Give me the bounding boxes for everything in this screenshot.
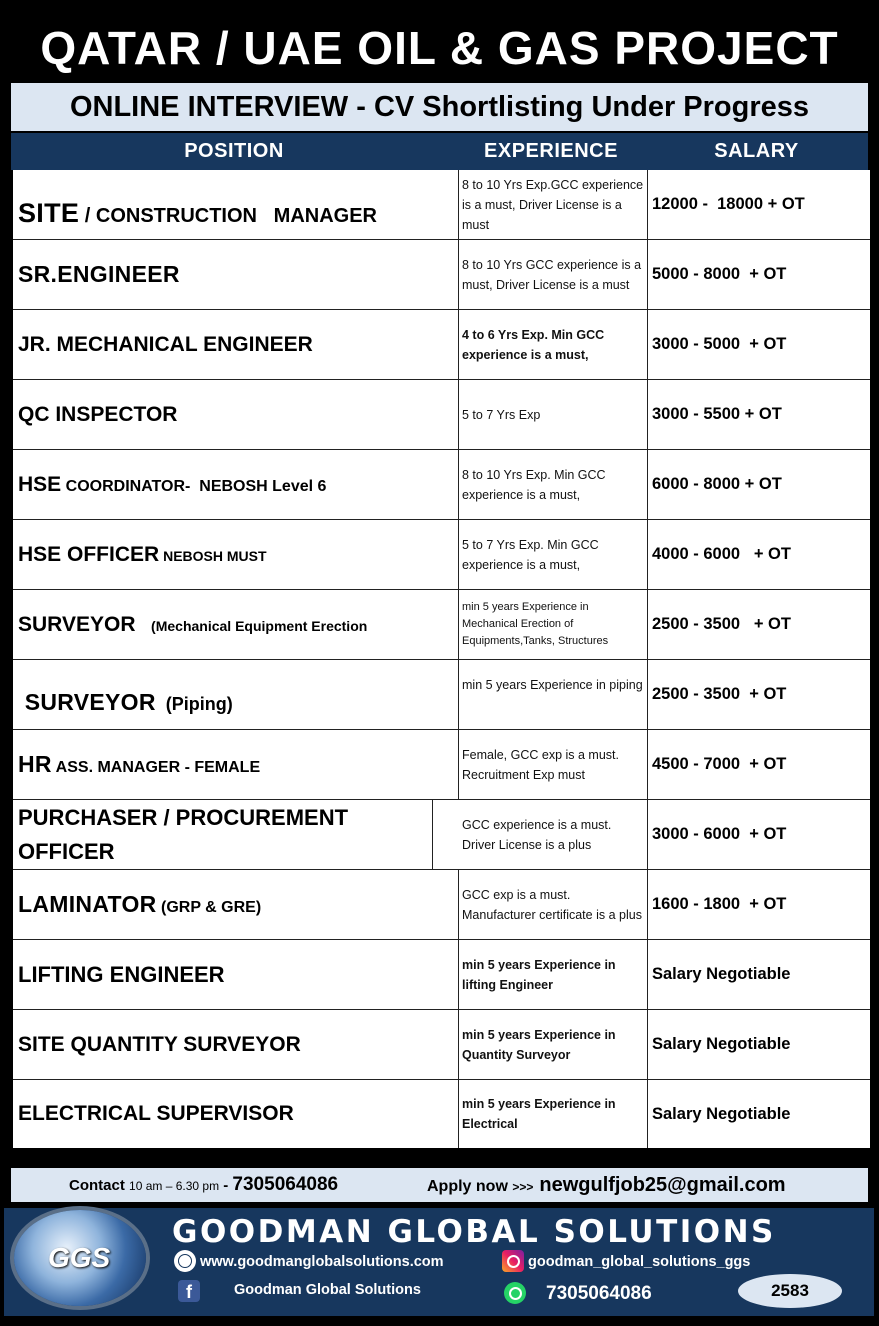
table-row (13, 450, 870, 520)
position-cell (13, 590, 459, 659)
salary-cell: Salary Negotiable (652, 965, 791, 983)
facebook-icon: f (178, 1280, 200, 1302)
whatsapp-number[interactable]: 7305064086 (546, 1283, 652, 1304)
position-title: SURVEYOR (18, 689, 156, 715)
poster-subtitle: ONLINE INTERVIEW - CV Shortlisting Under Progress (11, 83, 868, 131)
position-title: LIFTING ENGINEER (18, 961, 225, 987)
position-cell (13, 940, 459, 1009)
logo-text: GGS (48, 1242, 111, 1273)
table-row (13, 940, 870, 1010)
experience-cell: min 5 years Experience in Quantity Surveyor (459, 1010, 648, 1079)
poster-title: QATAR / UAE OIL & GAS PROJECT (40, 22, 839, 74)
experience-cell: GCC exp is a must. Manufacturer certificate is a plus (459, 870, 648, 939)
apply-arrow: >>> (512, 1180, 534, 1194)
position-cell (13, 800, 433, 869)
experience-cell: 8 to 10 Yrs Exp. Min GCC experience is a must, (459, 450, 648, 519)
position-cell (13, 520, 459, 589)
instagram-icon (502, 1250, 524, 1272)
table-row (13, 240, 870, 310)
experience-cell: min 5 years Experience in Electrical (459, 1080, 648, 1148)
globe-icon (174, 1250, 196, 1272)
salary-cell: 2500 - 3500 + OT (652, 685, 787, 703)
salary-cell: 2500 - 3500 + OT (652, 615, 791, 633)
apply-email-link[interactable]: newgulfjob25@gmail.com (539, 1174, 786, 1196)
website-link[interactable]: www.goodmanglobalsolutions.com (200, 1254, 444, 1270)
position-title: HSE OFFICER (18, 542, 160, 566)
apply-info (427, 1168, 786, 1204)
company-footer (4, 1208, 874, 1316)
table-row (13, 1080, 870, 1148)
experience-cell: 5 to 7 Yrs Exp. Min GCC experience is a must, (459, 520, 648, 589)
id-badge: 2583 (738, 1274, 842, 1308)
salary-cell: 5000 - 8000 + OT (652, 265, 787, 283)
position-title: JR. MECHANICAL ENGINEER (18, 332, 313, 356)
position-subtitle: COORDINATOR- NEBOSH Level 6 (61, 477, 327, 495)
position-cell (13, 170, 459, 239)
company-name: GOODMAN GLOBAL SOLUTIONS (172, 1214, 776, 1250)
header-experience: EXPERIENCE (484, 140, 618, 162)
contact-label: Contact (69, 1177, 125, 1194)
experience-cell: min 5 years Experience in Mechanical Erection of Equipments,Tanks, Structures (459, 590, 648, 659)
contact-hours: 10 am – 6.30 pm (129, 1179, 220, 1193)
table-row (13, 730, 870, 800)
contact-phone[interactable]: 7305064086 (232, 1174, 339, 1195)
header-position: POSITION (184, 140, 284, 162)
table-row (13, 660, 870, 730)
position-title: SITE (18, 198, 80, 228)
salary-cell: 3000 - 5500 + OT (652, 405, 782, 423)
position-subtitle: (Mechanical Equipment Erection (135, 617, 368, 634)
position-title: LAMINATOR (18, 891, 157, 917)
header-salary: SALARY (714, 140, 799, 162)
experience-cell: 5 to 7 Yrs Exp (459, 380, 648, 449)
position-cell (13, 1080, 459, 1148)
table-row (13, 1010, 870, 1080)
experience-cell: GCC experience is a must. Driver License is a plus (459, 800, 648, 869)
salary-cell: 4000 - 6000 + OT (652, 545, 791, 563)
salary-cell: 12000 - 18000 + OT (652, 195, 805, 213)
experience-cell: min 5 years Experience in piping (459, 660, 648, 729)
position-title: SURVEYOR (18, 612, 136, 636)
table-row (13, 800, 870, 870)
salary-cell: 3000 - 5000 + OT (652, 335, 787, 353)
salary-cell: 4500 - 7000 + OT (652, 755, 787, 773)
position-title: QC INSPECTOR (18, 402, 178, 426)
contact-dash: - (219, 1177, 233, 1194)
position-cell (13, 730, 459, 799)
salary-cell: 1600 - 1800 + OT (652, 895, 787, 913)
position-cell (13, 380, 459, 449)
position-title: HSE (18, 472, 62, 496)
position-cell (13, 450, 459, 519)
table-row (13, 170, 870, 240)
contact-bar (11, 1168, 868, 1202)
salary-cell: Salary Negotiable (652, 1035, 791, 1053)
position-subtitle: (GRP & GRE) (156, 899, 262, 916)
position-subtitle: ASS. MANAGER - FEMALE (51, 759, 261, 776)
experience-cell: 4 to 6 Yrs Exp. Min GCC experience is a must, (459, 310, 648, 379)
position-title: HR (18, 751, 52, 777)
position-cell (13, 870, 459, 939)
position-title: PURCHASER / PROCUREMENT OFFICER (18, 804, 349, 864)
position-subtitle: / CONSTRUCTION MANAGER (79, 205, 377, 227)
instagram-link[interactable]: goodman_global_solutions_ggs (528, 1254, 751, 1270)
salary-cell: Salary Negotiable (652, 1104, 791, 1123)
table-row (13, 590, 870, 660)
apply-label: Apply now (427, 1178, 508, 1195)
position-title: SITE QUANTITY SURVEYOR (18, 1032, 301, 1056)
facebook-link[interactable]: Goodman Global Solutions (234, 1282, 421, 1298)
jobs-table (11, 170, 870, 1148)
position-title: ELECTRICAL SUPERVISOR (18, 1102, 294, 1125)
whatsapp-icon (504, 1282, 526, 1304)
table-row (13, 310, 870, 380)
experience-cell: Female, GCC exp is a must. Recruitment Exp must (459, 730, 648, 799)
table-row (13, 870, 870, 940)
position-cell (13, 1010, 459, 1079)
table-header-row (11, 133, 868, 170)
experience-cell: 8 to 10 Yrs Exp.GCC experience is a must, Driver License is a must (459, 170, 648, 239)
table-row (13, 380, 870, 450)
salary-cell: 6000 - 8000 + OT (652, 475, 782, 493)
table-row (13, 520, 870, 590)
contact-info (69, 1168, 338, 1203)
position-cell (13, 660, 459, 729)
experience-cell: min 5 years Experience in lifting Engineer (459, 940, 648, 1009)
salary-cell: 3000 - 6000 + OT (652, 825, 787, 843)
position-title: SR.ENGINEER (18, 261, 180, 287)
company-logo (14, 1210, 146, 1306)
position-cell (13, 240, 459, 309)
position-subtitle: NEBOSH MUST (159, 547, 267, 564)
position-cell (13, 310, 459, 379)
experience-cell: 8 to 10 Yrs GCC experience is a must, Driver License is a must (459, 240, 648, 309)
position-subtitle: (Piping) (155, 694, 233, 714)
